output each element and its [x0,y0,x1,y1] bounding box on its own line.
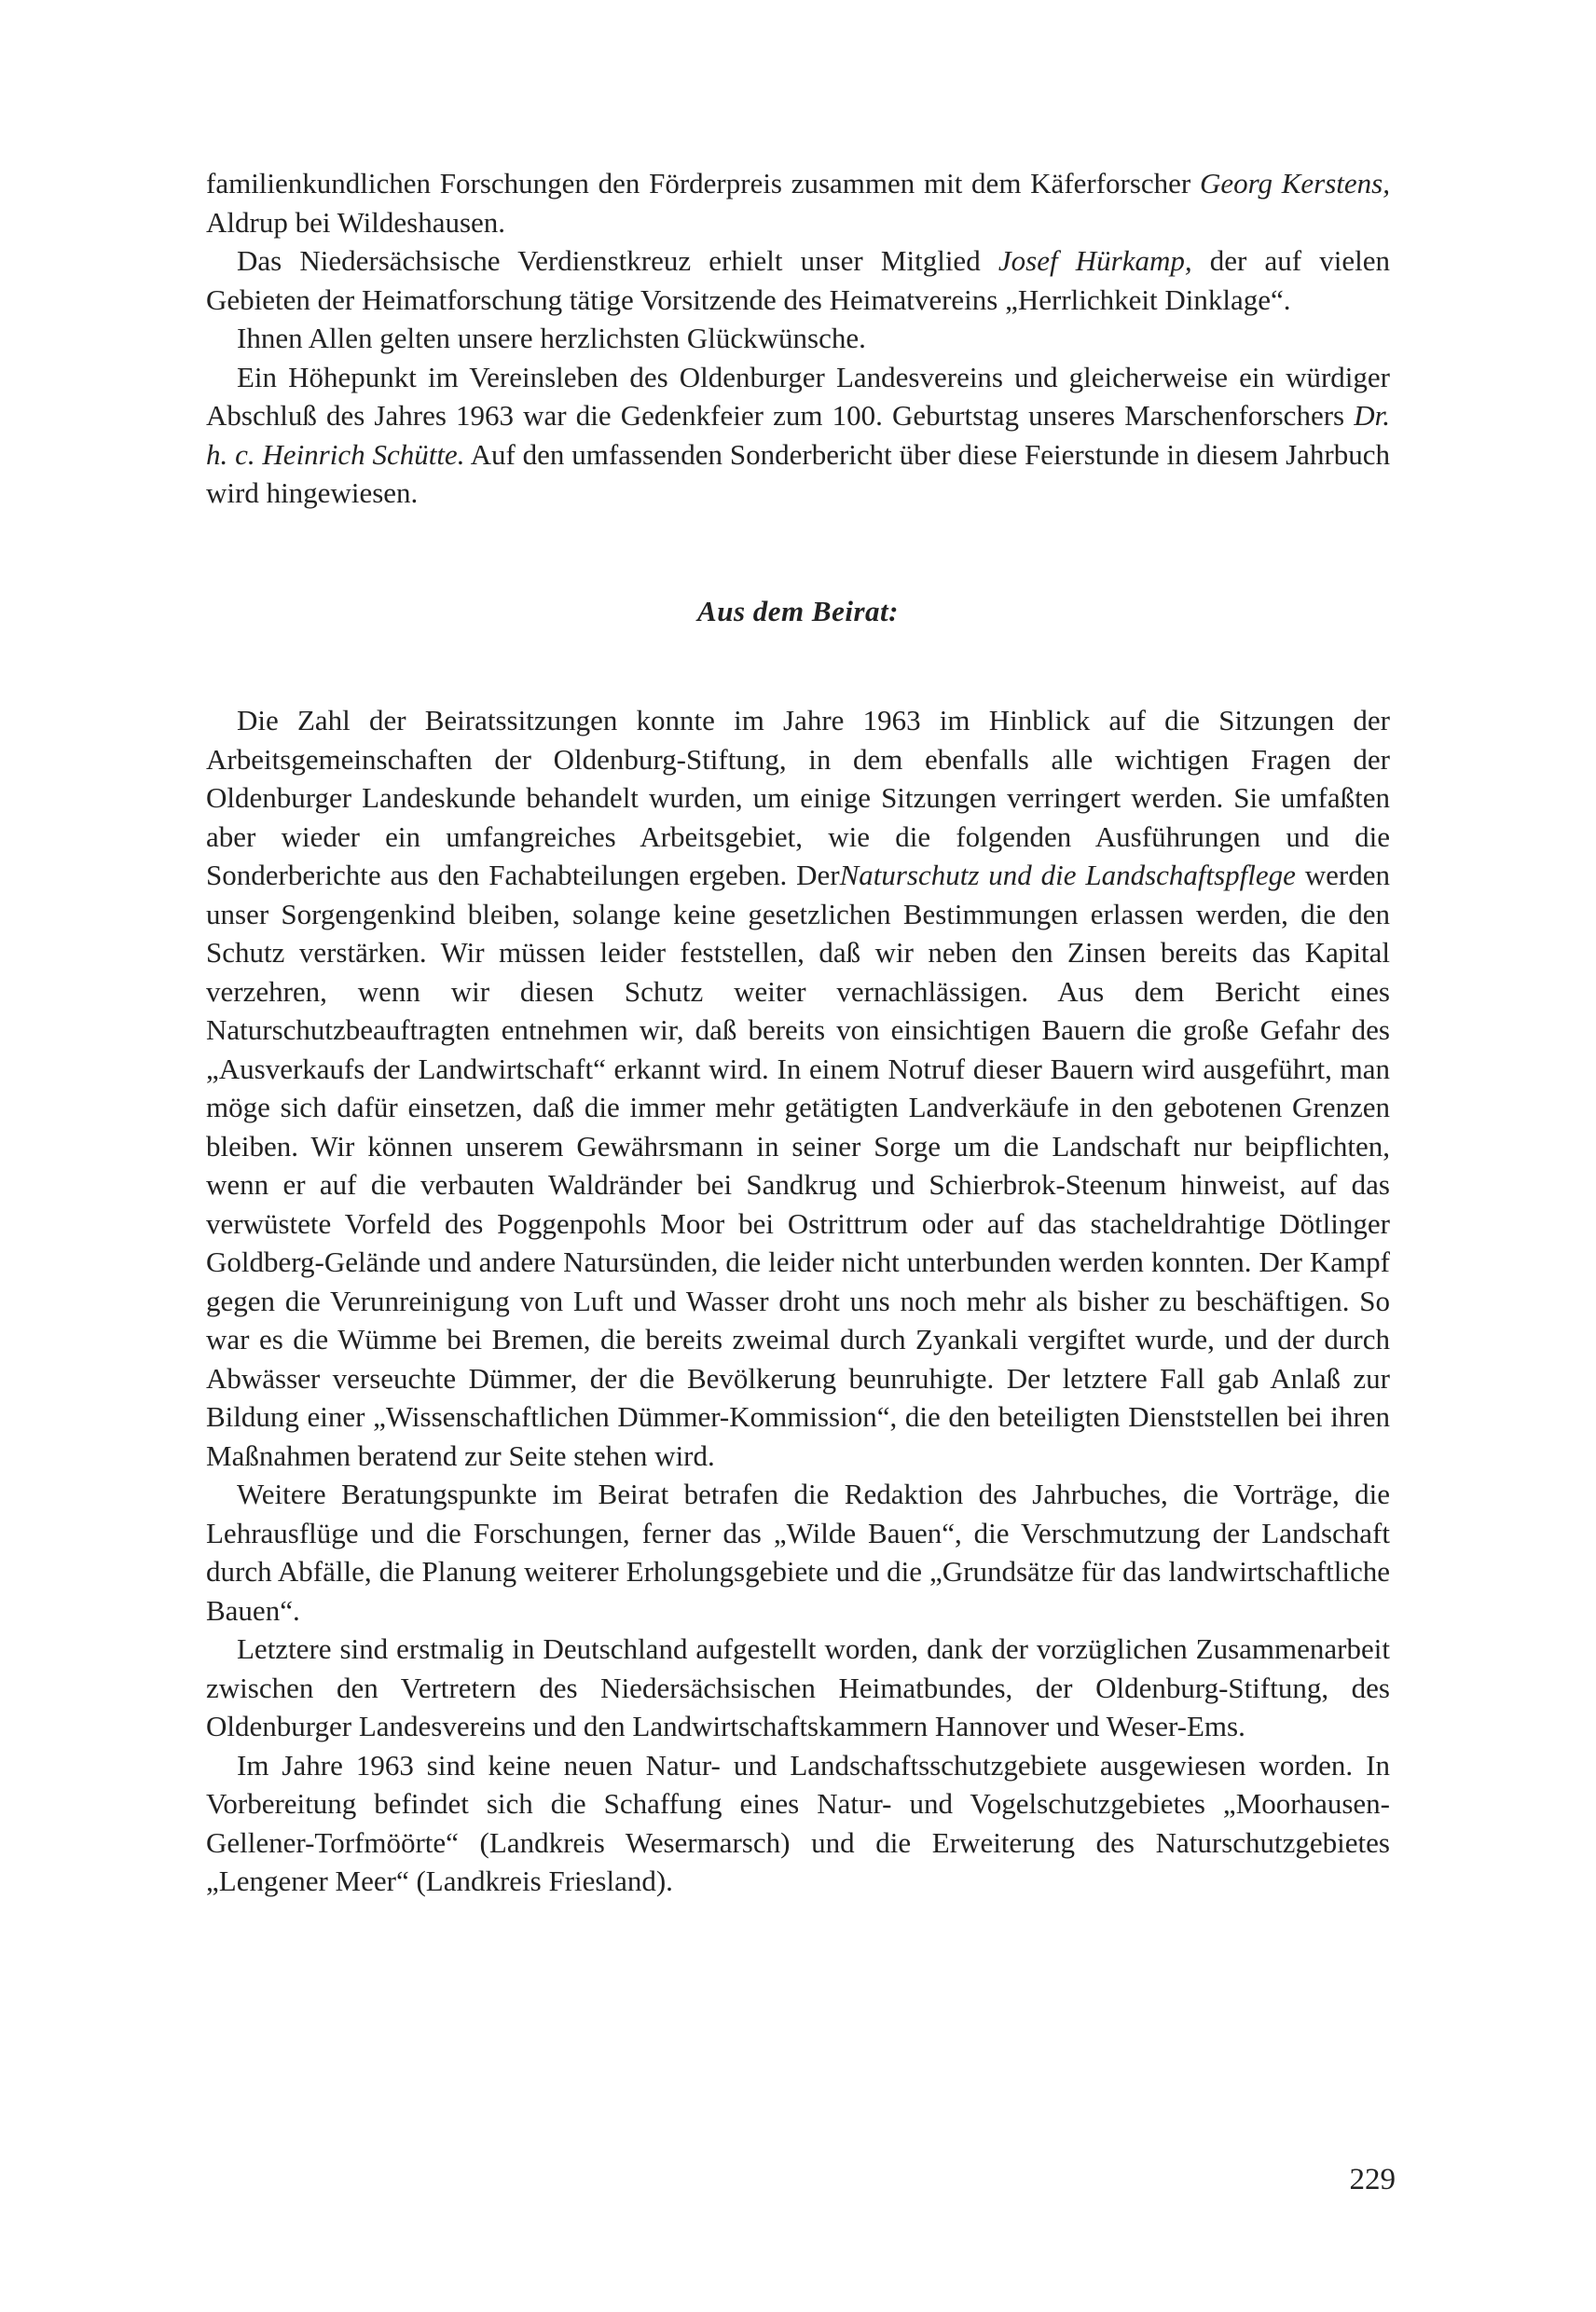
topic-emphasis: Naturschutz und die Landschaftspflege [839,859,1296,891]
person-name: Georg Kerstens, [1199,167,1390,200]
paragraph-intro-3: Ihnen Allen gelten unsere herzlichsten Glückwünsche. [237,322,866,354]
paragraph-beirat-4: Im Jahre 1963 sind keine neuen Natur- und Landschaftsschutzgebiete ausgewiesen worden. In Vorbereitung befindet sich die Schaffung eines Natur- und Vogelschutzgebietes „Moorhausen-Gellener-Torfmöörte“ (Landkreis Wesermarsch) und die Erweiterung des Naturschutzgebietes „Lengener Meer“ (Landkreis Friesland). [206,1748,1390,1897]
page-number: 229 [1349,2163,1396,2196]
paragraph-beirat-2: Weitere Beratungspunkte im Beirat betrafen die Redaktion des Jahrbuches, die Vorträge, die Lehrausflüge und die Forschungen, ferner das „Wilde Bauen“, die Verschmutzung der Landschaft durch Abfälle, die Planung weiterer Erholungsgebiete und die „Grundsätze für das landwirtschaftliche Bauen“. [206,1478,1390,1627]
paragraph-intro-1 [206,164,1390,241]
section-heading: Aus dem Beirat: [697,594,899,627]
page-body [206,164,1390,1901]
text-run: Das Niedersächsische Verdienstkreuz erhielt unser Mitglied [237,244,998,277]
text-run: familienkundlichen Forschungen den Förderpreis zusammen mit dem Käferforscher [206,167,1200,200]
text-run: Aldrup bei Wildeshausen. [206,205,506,239]
paragraph-intro-2 [206,241,1390,319]
text-run: der auf vielen Gebieten der Heimatforschung tätige Vorsitzende des Heimatvereins „Herrlichkeit Dinklage“. [206,244,1391,316]
person-name: Dr. h. c. Heinrich Schütte. [206,399,1390,471]
paragraph-beirat-1 [206,701,1390,1475]
text-run: Die Zahl der Beiratssitzungen konnte im Jahre 1963 im Hinblick auf die Sitzungen der Arbeitsgemeinschaften der Oldenburg-Stiftung, in dem ebenfalls alle wichtigen Fragen der Oldenburger Landeskunde behandelt wurden, um einige Sitzungen verringert werden. Sie umfaßten aber wieder ein umfangreiches Arbeitsgebiet, wie die folgenden Ausführungen und die Sonderberichte aus den Fachabteilungen ergeben. Der [206,704,1390,891]
text-run: Auf den umfassenden Sonderbericht über diese Feierstunde in diesem Jahrbuch wird hingewiesen. [206,437,1390,509]
paragraph-intro-4 [206,358,1390,513]
person-name: Josef Hürkamp, [998,244,1192,277]
text-run: werden unser Sorgengenkind bleiben, solange keine gesetzlichen Bestimmungen erlassen werden, die den Schutz verstärken. Wir müssen leider feststellen, daß wir neben den Zinsen bereits das Kapital verzehren, wenn wir diesen Schutz weiter vernachlässigen. Aus dem Bericht eines Naturschutzbeauftragten entnehmen wir, daß bereits von einsichtigen Bauern die große Gefahr des „Ausverkaufs der Landwirtschaft“ erkannt wird. In einem Notruf dieser Bauern wird ausgeführt, man möge sich dafür einsetzen, daß die immer mehr getätigten Landverkäufe in den gebotenen Grenzen bleiben. Wir können unserem Gewährsmann in seiner Sorge um die Landschaft nur beipflichten, wenn er auf die verbauten Waldränder bei Sandkrug und Schierbrok-Steenum hinweist, auf das verwüstete Vorfeld des Poggenpohls Moor bei Ostrittrum oder auf das stacheldrahtige Dötlinger Goldberg-Gelände und andere Natursünden, die leider nicht unterbunden werden konnten. Der Kampf gegen die Verunreinigung von Luft und Wasser droht uns noch mehr als bisher zu beschäftigen. So war es die Wümme bei Bremen, die bereits zweimal durch Zyankali vergiftet wurde, und der durch Abwässer verseuchte Dümmer, der die Bevölkerung beunruhigte. Der letztere Fall gab Anlaß zur Bildung einer „Wissenschaftlichen Dümmer-Kommission“, die den beteiligten Dienststellen bei ihren Maßnahmen beratend zur Seite stehen wird. [206,859,1391,1472]
paragraph-beirat-3: Letztere sind erstmalig in Deutschland aufgestellt worden, dank der vorzüglichen Zusammenarbeit zwischen den Vertretern des Niedersächsischen Heimatbundes, der Oldenburg-Stiftung, des Oldenburger Landesvereins und den Landwirtschaftskammern Hannover und Weser-Ems. [206,1632,1390,1742]
text-run: Ein Höhepunkt im Vereinsleben des Oldenburger Landesvereins und gleicherweise ein würdiger Abschluß des Jahres 1963 war die Gedenkfeier zum 100. Geburtstag unseres Marschenforschers [206,360,1390,432]
